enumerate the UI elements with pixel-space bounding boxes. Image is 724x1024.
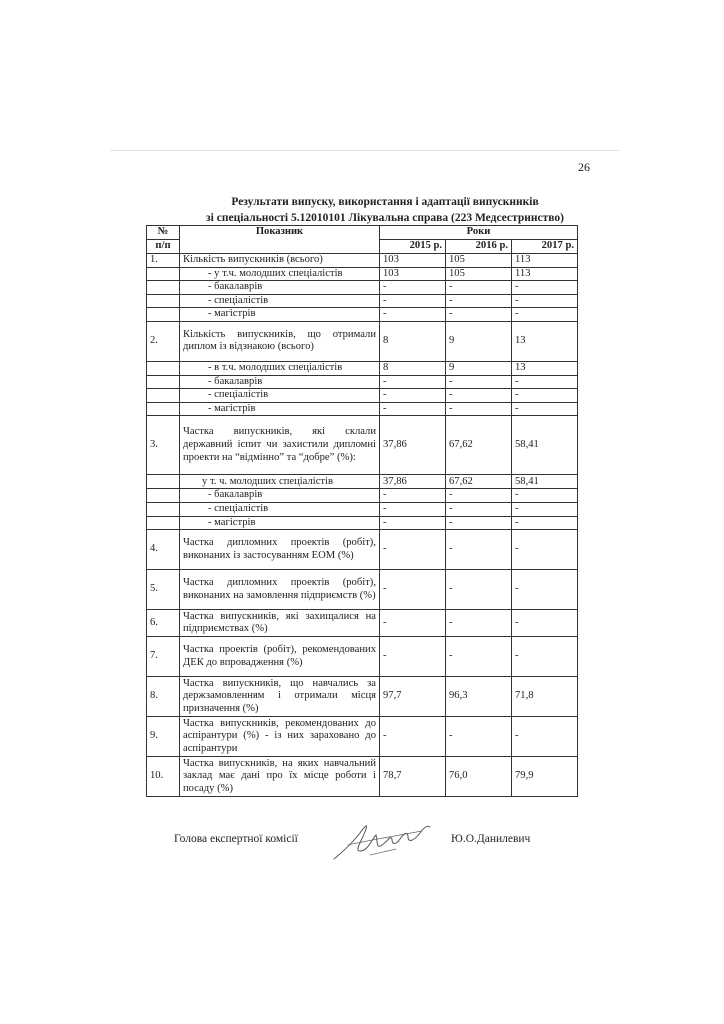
row-indicator: - магістрів — [180, 516, 380, 530]
header-indicator: Показник — [180, 226, 380, 254]
row-number — [147, 489, 180, 503]
header-year-2015: 2015 р. — [380, 239, 446, 253]
value-2016: - — [446, 530, 512, 570]
value-2017: - — [512, 610, 578, 637]
value-2017: - — [512, 294, 578, 308]
value-2015: - — [380, 308, 446, 322]
row-number: 7. — [147, 637, 180, 677]
header-year-2017: 2017 р. — [512, 239, 578, 253]
value-2015: - — [380, 637, 446, 677]
row-indicator: Частка випускників, що навчались за держзамовленням і отримали місця призначення (%) — [180, 677, 380, 717]
table-row — [147, 475, 578, 489]
row-indicator: - магістрів — [180, 308, 380, 322]
row-number: 8. — [147, 677, 180, 717]
value-2016: - — [446, 637, 512, 677]
value-2016: - — [446, 610, 512, 637]
row-indicator: - в т.ч. молодших спеціалістів — [180, 361, 380, 375]
row-number: 1. — [147, 253, 180, 267]
table-row — [147, 677, 578, 717]
table-row — [147, 308, 578, 322]
row-indicator: - у т.ч. молодших спеціалістів — [180, 267, 380, 281]
table-row — [147, 530, 578, 570]
value-2016: - — [446, 570, 512, 610]
row-indicator: Частка випускників, рекомендованих до аспірантури (%) - із них зараховано до аспірантури — [180, 717, 380, 757]
table-row — [147, 253, 578, 267]
table-row — [147, 389, 578, 403]
value-2015: 97,7 — [380, 677, 446, 717]
value-2015: - — [380, 502, 446, 516]
value-2017: - — [512, 717, 578, 757]
row-number — [147, 294, 180, 308]
value-2017: - — [512, 530, 578, 570]
value-2017: - — [512, 637, 578, 677]
value-2015: 37,86 — [380, 416, 446, 475]
value-2017: 58,41 — [512, 475, 578, 489]
results-table — [146, 225, 578, 797]
footer-role: Голова експертної комісії — [174, 833, 298, 845]
value-2016: 9 — [446, 361, 512, 375]
row-number — [147, 308, 180, 322]
value-2015: - — [380, 375, 446, 389]
row-number — [147, 361, 180, 375]
table-row — [147, 294, 578, 308]
value-2015: - — [380, 294, 446, 308]
value-2015: - — [380, 717, 446, 757]
row-indicator: Частка дипломних проектів (робіт), виконаних із застосуванням ЕОМ (%) — [180, 530, 380, 570]
table-row — [147, 516, 578, 530]
row-indicator: - магістрів — [180, 402, 380, 416]
value-2017: - — [512, 502, 578, 516]
row-number — [147, 281, 180, 295]
value-2016: 67,62 — [446, 475, 512, 489]
value-2017: - — [512, 516, 578, 530]
row-indicator: - спеціалістів — [180, 389, 380, 403]
header-year-2016: 2016 р. — [446, 239, 512, 253]
value-2017: 71,8 — [512, 677, 578, 717]
footer-name: Ю.О.Данилевич — [451, 833, 531, 845]
row-number: 2. — [147, 321, 180, 361]
value-2017: 113 — [512, 267, 578, 281]
table-row — [147, 502, 578, 516]
header-no: № — [147, 226, 180, 240]
value-2016: 76,0 — [446, 757, 512, 797]
header-no-2: п/п — [147, 239, 180, 253]
document-title — [180, 194, 590, 226]
value-2016: 67,62 — [446, 416, 512, 475]
value-2017: 58,41 — [512, 416, 578, 475]
value-2017: - — [512, 489, 578, 503]
value-2017: 13 — [512, 361, 578, 375]
value-2017: - — [512, 389, 578, 403]
row-number — [147, 502, 180, 516]
table-row — [147, 489, 578, 503]
table-row — [147, 570, 578, 610]
page-edge — [110, 150, 620, 151]
value-2016: - — [446, 402, 512, 416]
value-2015: - — [380, 516, 446, 530]
row-indicator: - бакалаврів — [180, 489, 380, 503]
row-indicator: - спеціалістів — [180, 502, 380, 516]
signature — [330, 815, 435, 863]
row-number — [147, 389, 180, 403]
value-2015: - — [380, 389, 446, 403]
value-2016: - — [446, 717, 512, 757]
table-row — [147, 416, 578, 475]
row-number — [147, 267, 180, 281]
value-2015: 8 — [380, 361, 446, 375]
row-indicator: Частка проектів (робіт), рекомендованих ДЕК до впровадження (%) — [180, 637, 380, 677]
table-row — [147, 375, 578, 389]
row-indicator: Частка дипломних проектів (робіт), виконаних на замовлення підприємств (%) — [180, 570, 380, 610]
value-2016: 105 — [446, 253, 512, 267]
value-2015: - — [380, 489, 446, 503]
row-number: 5. — [147, 570, 180, 610]
value-2015: 103 — [380, 253, 446, 267]
value-2017: - — [512, 402, 578, 416]
row-number: 4. — [147, 530, 180, 570]
value-2017: - — [512, 570, 578, 610]
value-2017: - — [512, 375, 578, 389]
row-number — [147, 475, 180, 489]
row-indicator: - бакалаврів — [180, 375, 380, 389]
value-2015: - — [380, 610, 446, 637]
table-row — [147, 717, 578, 757]
row-indicator: Частка випускників, які склали державний іспит чи захистили дипломні проекти на “відмінно” та “добре” (%): — [180, 416, 380, 475]
table-row — [147, 361, 578, 375]
table-row — [147, 321, 578, 361]
value-2015: - — [380, 402, 446, 416]
table-row — [147, 757, 578, 797]
title-line-2: зі спеціальності 5.12010101 Лікувальна справа (223 Медсестринство) — [206, 212, 564, 224]
row-number: 3. — [147, 416, 180, 475]
value-2016: - — [446, 294, 512, 308]
row-indicator: Частка випускників, на яких навчальний заклад має дані про їх місце роботи і посаду (%) — [180, 757, 380, 797]
table-row — [147, 267, 578, 281]
header-years: Роки — [380, 226, 578, 240]
row-number: 6. — [147, 610, 180, 637]
value-2016: 9 — [446, 321, 512, 361]
value-2016: 96,3 — [446, 677, 512, 717]
value-2016: - — [446, 516, 512, 530]
row-number: 10. — [147, 757, 180, 797]
table-row — [147, 281, 578, 295]
row-number — [147, 375, 180, 389]
row-indicator: - бакалаврів — [180, 281, 380, 295]
value-2017: 13 — [512, 321, 578, 361]
value-2015: 78,7 — [380, 757, 446, 797]
title-line-1: Результати випуску, використання і адаптації випускників — [231, 196, 539, 208]
value-2017: 79,9 — [512, 757, 578, 797]
row-indicator: у т. ч. молодших спеціалістів — [180, 475, 380, 489]
value-2015: 8 — [380, 321, 446, 361]
table-row — [147, 637, 578, 677]
row-indicator: - спеціалістів — [180, 294, 380, 308]
value-2015: - — [380, 281, 446, 295]
table-row — [147, 610, 578, 637]
row-number — [147, 516, 180, 530]
value-2017: - — [512, 308, 578, 322]
row-indicator: Кількість випускників (всього) — [180, 253, 380, 267]
row-number: 9. — [147, 717, 180, 757]
value-2015: 37,86 — [380, 475, 446, 489]
table-row — [147, 402, 578, 416]
value-2016: - — [446, 281, 512, 295]
value-2017: - — [512, 281, 578, 295]
row-indicator: Кількість випускників, що отримали диплом із відзнакою (всього) — [180, 321, 380, 361]
row-number — [147, 402, 180, 416]
value-2016: - — [446, 502, 512, 516]
value-2016: 105 — [446, 267, 512, 281]
value-2015: 103 — [380, 267, 446, 281]
value-2015: - — [380, 530, 446, 570]
value-2016: - — [446, 489, 512, 503]
value-2016: - — [446, 375, 512, 389]
page-number: 26 — [578, 160, 590, 174]
value-2016: - — [446, 389, 512, 403]
value-2016: - — [446, 308, 512, 322]
value-2015: - — [380, 570, 446, 610]
row-indicator: Частка випускників, які захищалися на підприємствах (%) — [180, 610, 380, 637]
value-2017: 113 — [512, 253, 578, 267]
table-body — [147, 253, 578, 797]
